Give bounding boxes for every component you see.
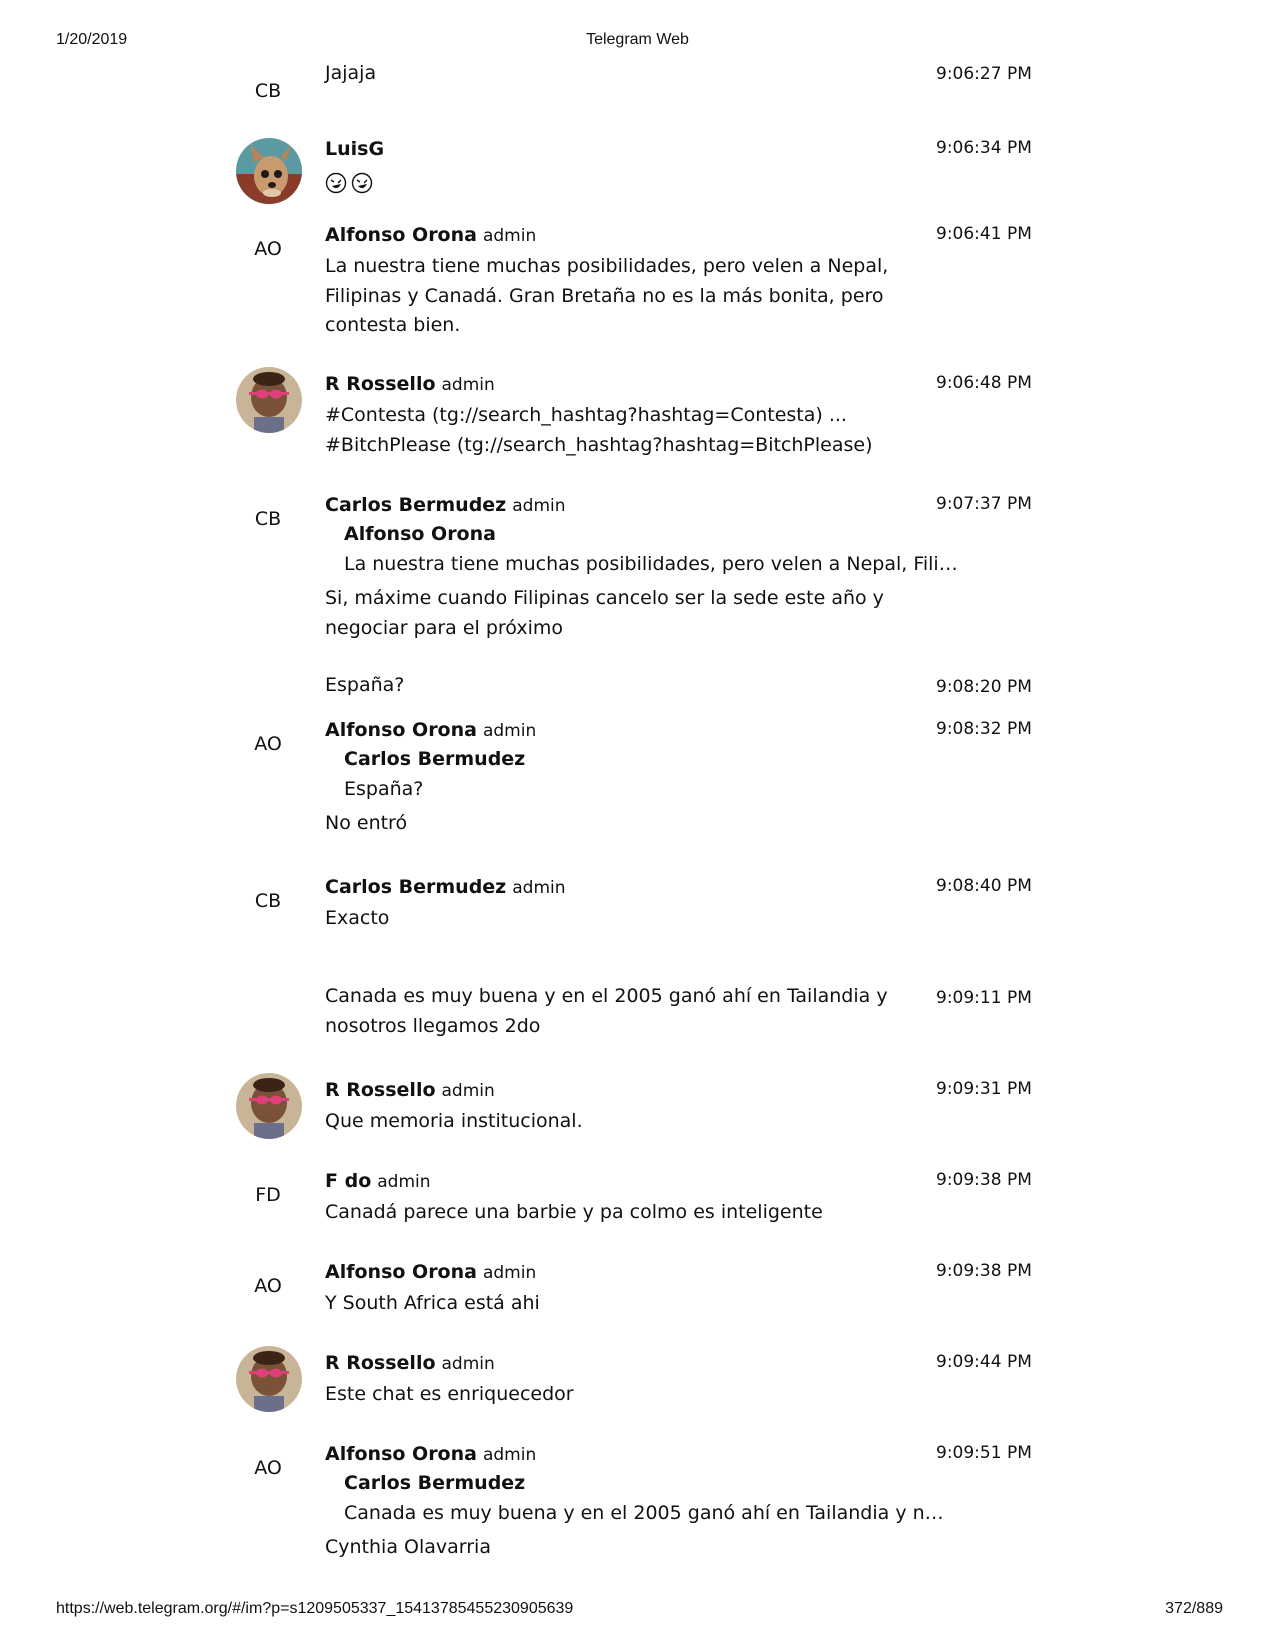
- message-text: No entró: [325, 812, 408, 834]
- avatar: [236, 1073, 302, 1139]
- message-text: Si, máxime cuando Filipinas cancelo ser la sede este año y negociar para el próximo: [325, 587, 884, 639]
- author: [325, 224, 536, 246]
- avatar-initials: AO: [254, 733, 282, 755]
- message-text: Este chat es enriquecedor: [325, 1383, 574, 1405]
- reply-quote[interactable]: [344, 520, 958, 579]
- message-text: Exacto: [325, 907, 390, 929]
- print-date: 1/20/2019: [56, 31, 128, 48]
- quote-author: Carlos Bermudez: [344, 1472, 526, 1494]
- author: [325, 138, 384, 160]
- message-text: #Contesta (tg://search_hashtag?hashtag=Contesta) ... #BitchPlease (tg://search_hashtag?hashtag=BitchPlease): [325, 404, 873, 456]
- message-time: 9:09:31 PM: [936, 1079, 1032, 1099]
- message-time: 9:08:32 PM: [936, 719, 1032, 739]
- author-name: Alfonso Orona: [325, 224, 477, 246]
- avatar-initials: AO: [254, 1275, 282, 1297]
- avatar-initials: CB: [254, 508, 282, 530]
- message-text: Que memoria institucional.: [325, 1110, 583, 1132]
- page-url: https://web.telegram.org/#/im?p=s1209505337_15413785455230905639: [56, 1600, 574, 1617]
- author-name: Alfonso Orona: [325, 719, 477, 741]
- quote-author: Alfonso Orona: [344, 523, 496, 545]
- message-text: Y South Africa está ahi: [325, 1292, 540, 1314]
- author-name: Alfonso Orona: [325, 1261, 477, 1283]
- avatar: [236, 1346, 302, 1412]
- message-text: Jajaja: [325, 62, 377, 84]
- author-role: admin: [482, 226, 537, 246]
- message-text: Canada es muy buena y en el 2005 ganó ahí en Tailandia y nosotros llegamos 2do: [325, 985, 888, 1037]
- message-text: Cynthia Olavarria: [325, 1536, 491, 1558]
- message-time: 9:06:34 PM: [936, 138, 1032, 158]
- message-time: 9:09:51 PM: [936, 1443, 1032, 1463]
- message-text: La nuestra tiene muchas posibilidades, pero velen a Nepal, Filipinas y Canadá. Gran Bretaña no es la más bonita, pero contesta bien.: [325, 255, 889, 336]
- message-time: 9:09:38 PM: [936, 1170, 1032, 1190]
- message-time: 9:06:48 PM: [936, 373, 1032, 393]
- message-time: 9:08:40 PM: [936, 876, 1032, 896]
- girl-goggles-photo-icon: [236, 1073, 302, 1139]
- avatar-initials: CB: [254, 890, 282, 912]
- dog-photo-icon: [236, 138, 302, 204]
- author: [325, 373, 495, 395]
- author-role: admin: [512, 496, 566, 516]
- author: [325, 1079, 495, 1101]
- avatar-initials: CB: [254, 80, 282, 102]
- author-role: admin: [377, 1172, 431, 1192]
- avatar-initials: AO: [254, 238, 282, 260]
- message-time: 9:06:41 PM: [936, 224, 1032, 244]
- quote-text: Canada es muy buena y en el 2005 ganó ahí en Tailandia y n…: [344, 1501, 944, 1524]
- author-name: R Rossello: [325, 1352, 436, 1374]
- girl-goggles-photo-icon: [236, 1346, 302, 1412]
- author: [325, 1352, 495, 1374]
- avatar-initials: FD: [255, 1184, 281, 1206]
- author-name: R Rossello: [325, 1079, 436, 1101]
- quote-text: España?: [344, 777, 424, 800]
- avatar: [236, 138, 302, 204]
- author: [325, 719, 536, 741]
- author-role: admin: [482, 1445, 537, 1465]
- author-role: admin: [482, 721, 537, 741]
- rolling-on-floor-laughing-icon: [325, 172, 347, 194]
- rolling-on-floor-laughing-icon: [351, 172, 373, 194]
- author-role: admin: [482, 1263, 537, 1283]
- quote-text: La nuestra tiene muchas posibilidades, pero velen a Nepal, Fili…: [344, 552, 958, 575]
- author: [325, 1443, 536, 1465]
- quote-author: Carlos Bermudez: [344, 748, 526, 770]
- author-name: R Rossello: [325, 373, 436, 395]
- author-role: admin: [512, 878, 566, 898]
- author-name: Carlos Bermudez: [325, 494, 507, 516]
- author-role: admin: [441, 375, 495, 395]
- message-time: 9:09:38 PM: [936, 1261, 1032, 1281]
- avatar-initials: AO: [254, 1457, 282, 1479]
- author: [325, 876, 566, 898]
- author-role: admin: [441, 1081, 495, 1101]
- message-time: 9:06:27 PM: [936, 64, 1032, 84]
- page-number: 372/889: [1165, 1600, 1223, 1617]
- message-text: España?: [325, 674, 405, 696]
- author: [325, 494, 566, 516]
- author: [325, 1261, 536, 1283]
- message-text: Canadá parece una barbie y pa colmo es inteligente: [325, 1201, 823, 1223]
- message-time: 9:09:44 PM: [936, 1352, 1032, 1372]
- author-name: F do: [325, 1170, 372, 1192]
- author-role: admin: [441, 1354, 495, 1374]
- message-time: 9:07:37 PM: [936, 494, 1032, 514]
- reply-quote[interactable]: [344, 1469, 944, 1528]
- author-name: Carlos Bermudez: [325, 876, 507, 898]
- author: [325, 1170, 431, 1192]
- avatar: [236, 367, 302, 433]
- page-title: Telegram Web: [586, 31, 689, 48]
- author-name: LuisG: [325, 138, 385, 160]
- message-time: 9:09:11 PM: [936, 988, 1032, 1008]
- girl-goggles-photo-icon: [236, 367, 302, 433]
- author-name: Alfonso Orona: [325, 1443, 477, 1465]
- reply-quote[interactable]: [344, 745, 525, 804]
- message-time: 9:08:20 PM: [936, 677, 1032, 697]
- message-text: [325, 168, 885, 198]
